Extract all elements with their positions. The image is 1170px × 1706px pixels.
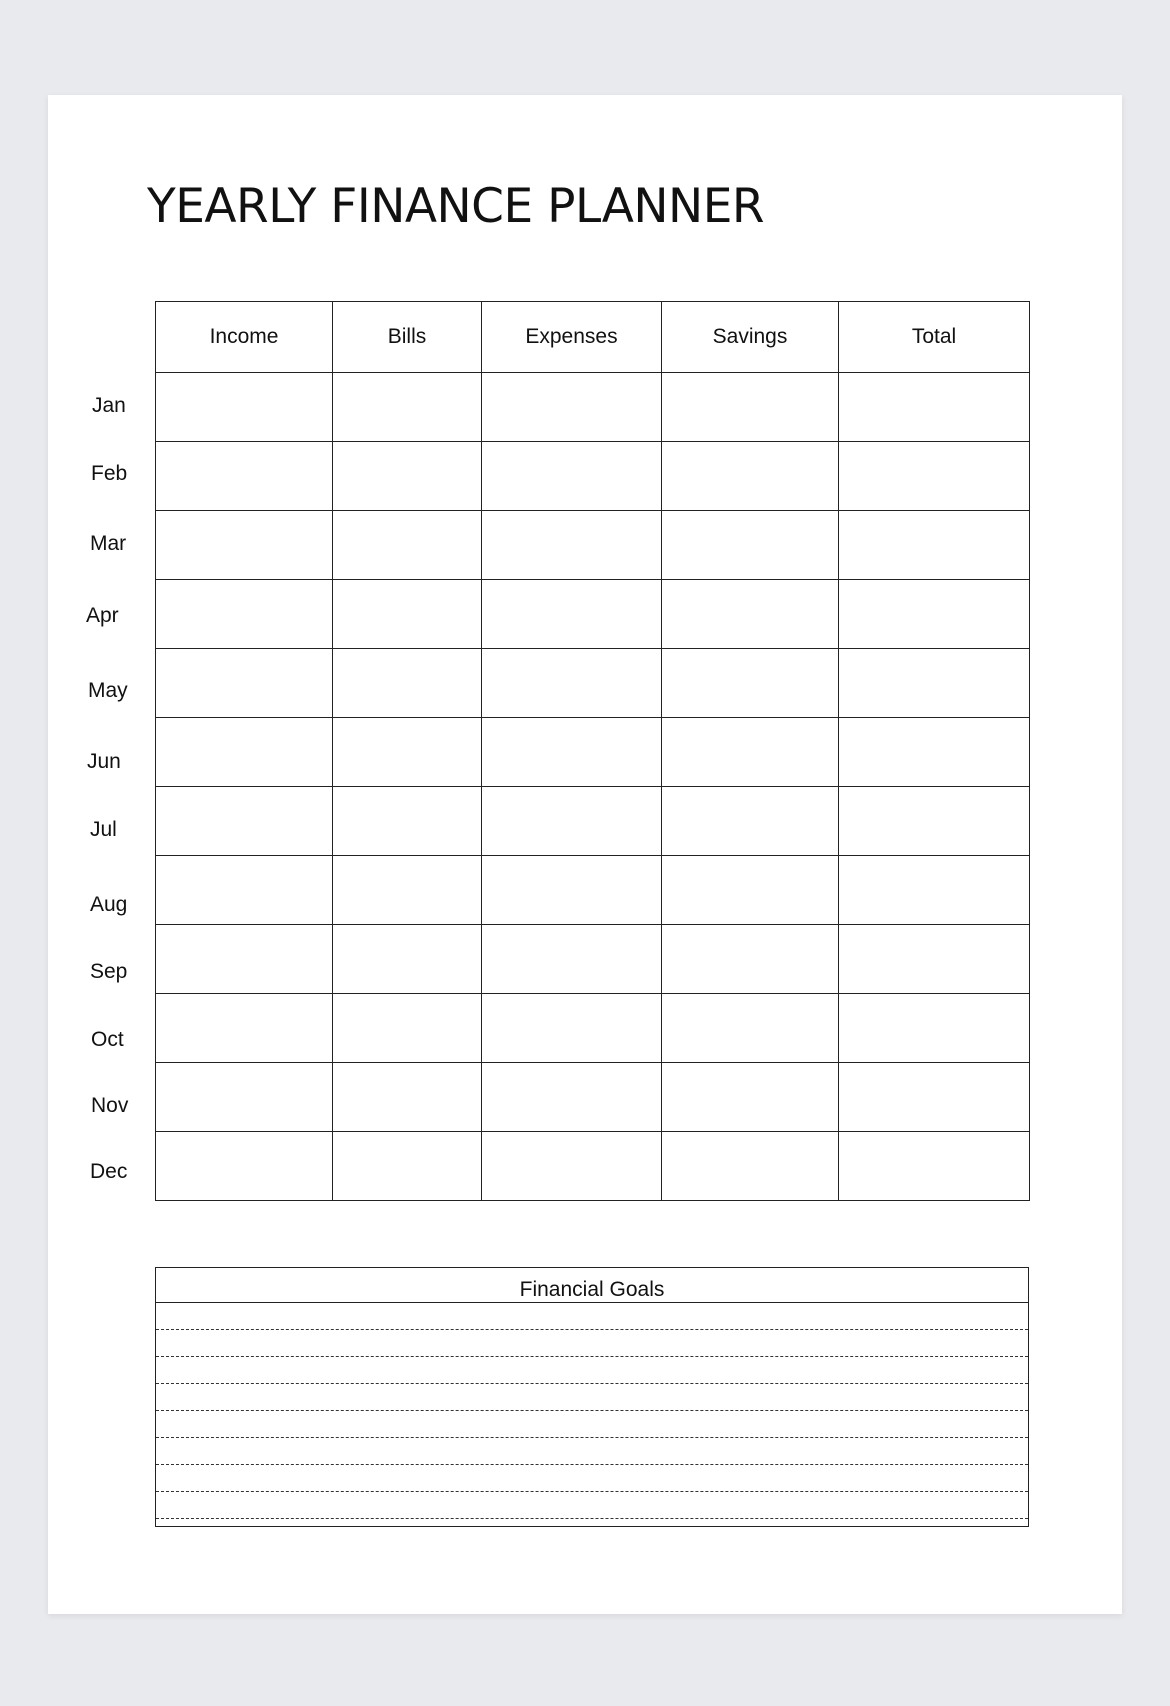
- column-header-total: Total: [839, 302, 1030, 373]
- table-cell[interactable]: [662, 511, 839, 580]
- table-cell[interactable]: [662, 580, 839, 649]
- table-cell[interactable]: [839, 511, 1030, 580]
- table-cell[interactable]: [333, 787, 482, 856]
- table-cell[interactable]: [333, 1132, 482, 1201]
- table-cell[interactable]: [156, 787, 333, 856]
- month-label-apr: Apr: [86, 604, 119, 627]
- table-cell[interactable]: [156, 856, 333, 925]
- month-label-jan: Jan: [92, 394, 126, 417]
- table-cell[interactable]: [156, 442, 333, 511]
- table-cell[interactable]: [156, 994, 333, 1063]
- table-row: [156, 1063, 1030, 1132]
- table-cell[interactable]: [482, 994, 662, 1063]
- month-label-jun: Jun: [87, 750, 121, 773]
- table-cell[interactable]: [333, 718, 482, 787]
- month-label-feb: Feb: [91, 462, 128, 485]
- table-row: [156, 1132, 1030, 1201]
- table-cell[interactable]: [482, 856, 662, 925]
- table-cell[interactable]: [333, 856, 482, 925]
- table-cell[interactable]: [156, 649, 333, 718]
- table-cell[interactable]: [482, 787, 662, 856]
- table-row: [156, 580, 1030, 649]
- table-cell[interactable]: [482, 1063, 662, 1132]
- month-label-dec: Dec: [90, 1160, 128, 1183]
- table-cell[interactable]: [839, 373, 1030, 442]
- goal-line[interactable]: [156, 1492, 1028, 1519]
- table-cell[interactable]: [482, 442, 662, 511]
- goal-line[interactable]: [156, 1357, 1028, 1384]
- table-cell[interactable]: [839, 994, 1030, 1063]
- table-cell[interactable]: [662, 442, 839, 511]
- table-cell[interactable]: [156, 925, 333, 994]
- table-cell[interactable]: [156, 580, 333, 649]
- planner-page: [48, 95, 1122, 1614]
- table-row: [156, 925, 1030, 994]
- table-cell[interactable]: [156, 511, 333, 580]
- table-cell[interactable]: [839, 580, 1030, 649]
- table-cell[interactable]: [482, 925, 662, 994]
- goal-line[interactable]: [156, 1384, 1028, 1411]
- goal-line[interactable]: [156, 1411, 1028, 1438]
- column-header-bills: Bills: [333, 302, 482, 373]
- table-cell[interactable]: [156, 718, 333, 787]
- header-row: [156, 302, 1030, 373]
- table-cell[interactable]: [662, 373, 839, 442]
- table-cell[interactable]: [839, 1063, 1030, 1132]
- month-label-nov: Nov: [91, 1094, 129, 1117]
- month-label-sep: Sep: [90, 960, 128, 983]
- table-cell[interactable]: [333, 580, 482, 649]
- table-cell[interactable]: [333, 442, 482, 511]
- table-cell[interactable]: [482, 1132, 662, 1201]
- table-row: [156, 511, 1030, 580]
- table-row: [156, 787, 1030, 856]
- table-cell[interactable]: [482, 718, 662, 787]
- table-row: [156, 649, 1030, 718]
- table-cell[interactable]: [333, 925, 482, 994]
- table-cell[interactable]: [333, 511, 482, 580]
- table-cell[interactable]: [333, 1063, 482, 1132]
- table-cell[interactable]: [662, 649, 839, 718]
- table-cell[interactable]: [839, 925, 1030, 994]
- table-cell[interactable]: [662, 1132, 839, 1201]
- table-cell[interactable]: [662, 718, 839, 787]
- table-cell[interactable]: [662, 925, 839, 994]
- table-row: [156, 994, 1030, 1063]
- column-header-savings: Savings: [662, 302, 839, 373]
- table-cell[interactable]: [333, 373, 482, 442]
- finance-table: [155, 301, 1030, 1201]
- table-cell[interactable]: [482, 580, 662, 649]
- table-cell[interactable]: [662, 994, 839, 1063]
- table-cell[interactable]: [662, 787, 839, 856]
- month-label-may: May: [88, 679, 128, 702]
- table-cell[interactable]: [156, 1063, 333, 1132]
- column-header-expenses: Expenses: [482, 302, 662, 373]
- table-cell[interactable]: [839, 787, 1030, 856]
- month-label-oct: Oct: [91, 1028, 124, 1051]
- table-cell[interactable]: [839, 856, 1030, 925]
- table-cell[interactable]: [839, 442, 1030, 511]
- goal-line[interactable]: [156, 1330, 1028, 1357]
- goal-line[interactable]: [156, 1438, 1028, 1465]
- financial-goals-title: Financial Goals: [156, 1268, 1028, 1303]
- column-header-income: Income: [156, 302, 333, 373]
- goal-line[interactable]: [156, 1303, 1028, 1330]
- goal-line[interactable]: [156, 1465, 1028, 1492]
- page-title: YEARLY FINANCE PLANNER: [147, 179, 765, 234]
- month-label-mar: Mar: [90, 532, 127, 555]
- table-row: [156, 373, 1030, 442]
- table-cell[interactable]: [482, 649, 662, 718]
- table-cell[interactable]: [333, 649, 482, 718]
- table-cell[interactable]: [156, 373, 333, 442]
- table-row: [156, 856, 1030, 925]
- month-label-jul: Jul: [90, 818, 117, 841]
- table-cell[interactable]: [662, 856, 839, 925]
- table-cell[interactable]: [482, 373, 662, 442]
- table-cell[interactable]: [333, 994, 482, 1063]
- month-label-aug: Aug: [90, 893, 128, 916]
- table-cell[interactable]: [662, 1063, 839, 1132]
- financial-goals-box: [155, 1267, 1029, 1527]
- table-cell[interactable]: [156, 1132, 333, 1201]
- table-cell[interactable]: [839, 1132, 1030, 1201]
- table-cell[interactable]: [839, 718, 1030, 787]
- table-row: [156, 442, 1030, 511]
- table-row: [156, 718, 1030, 787]
- table-cell[interactable]: [839, 649, 1030, 718]
- table-cell[interactable]: [482, 511, 662, 580]
